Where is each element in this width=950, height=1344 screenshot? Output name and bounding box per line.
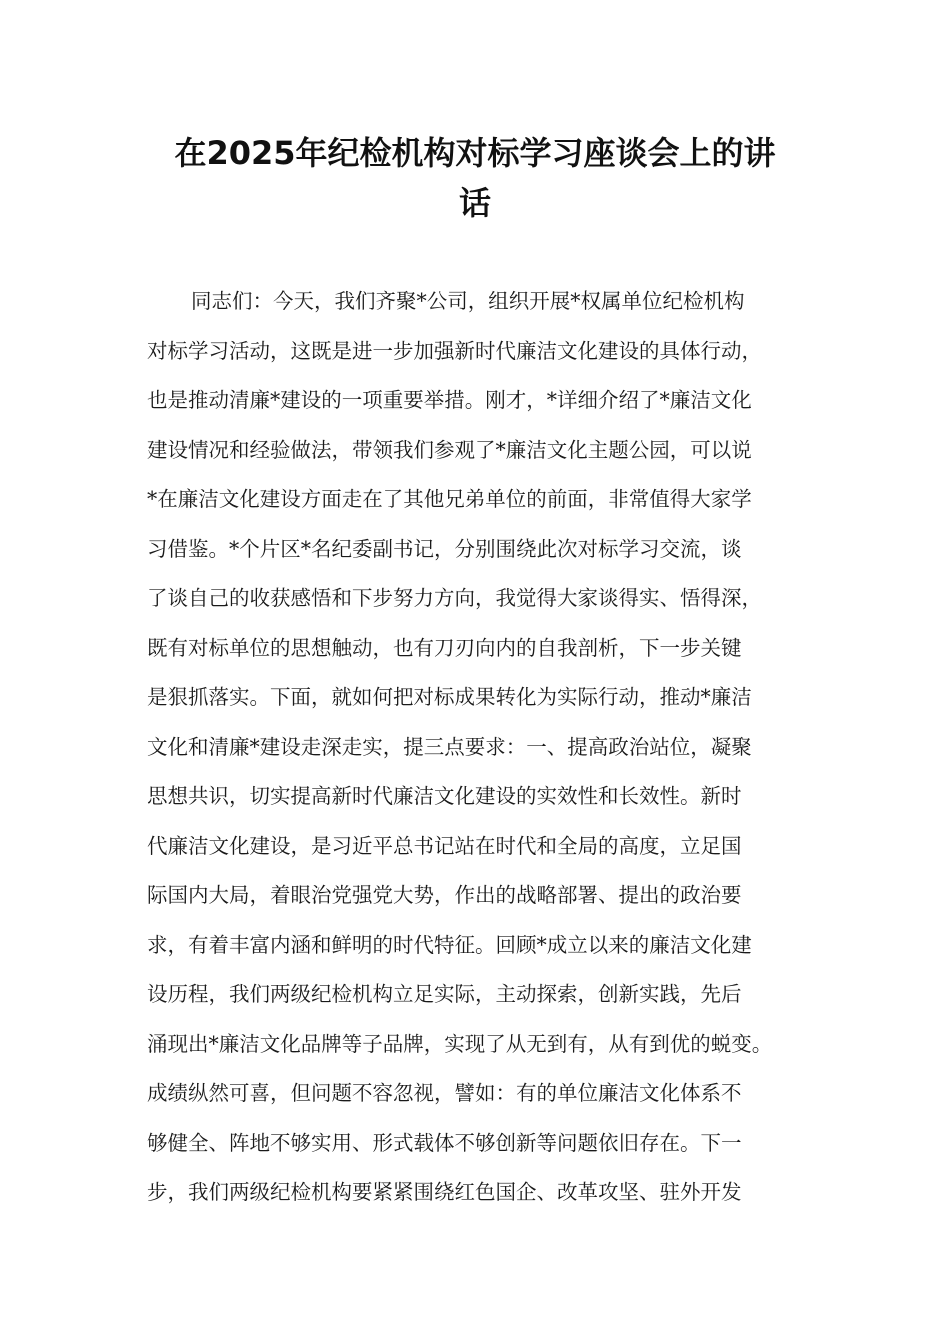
body-line: 成绩纵然可喜，但问题不容忽视，譬如：有的单位廉洁文化体系不 [147,1081,742,1105]
title-line-1: 在2025年纪检机构对标学习座谈会上的讲 [174,134,776,172]
body-line: 是狠抓落实。下面，就如何把对标成果转化为实际行动，推动*廉洁 [147,685,752,709]
document-title [130,128,820,228]
body-line: 习借鉴。*个片区*名纪委副书记，分别围绕此次对标学习交流，谈 [147,536,742,561]
body-line: 设历程，我们两级纪检机构立足实际，主动探索，创新实践，先后 [147,982,742,1006]
body-line: 既有对标单位的思想触动，也有刀刃向内的自我剖析，下一步关键 [147,635,742,660]
body-line: 步，我们两级纪检机构要紧紧围绕红色国企、改革攻坚、驻外开发 [147,1180,742,1204]
body-line: 代廉洁文化建设，是习近平总书记站在时代和全局的高度，立足国 [147,833,742,858]
body-line: 建设情况和经验做法，带领我们参观了*廉洁文化主题公园，可以说 [147,437,752,462]
body-line: 文化和清廉*建设走深走实，提三点要求：一、提高政治站位，凝聚 [147,734,752,759]
body-line: 对标学习活动，这既是进一步加强新时代廉洁文化建设的具体行动， [147,338,762,363]
document-body [147,277,819,1218]
body-line: *在廉洁文化建设方面走在了其他兄弟单位的前面，非常值得大家学 [147,487,752,511]
body-line: 涌现出*廉洁文化品牌等子品牌，实现了从无到有，从有到优的蜕变。 [147,1031,773,1056]
body-line: 够健全、阵地不够实用、形式载体不够创新等问题依旧存在。下一 [147,1130,742,1155]
title-line-2: 话 [458,184,491,222]
body-line: 际国内大局，着眼治党强党大势，作出的战略部署、提出的政治要 [147,883,742,907]
body-line: 思想共识，切实提高新时代廉洁文化建设的实效性和长效性。新时 [147,784,742,808]
body-line: 同志们：今天，我们齐聚*公司，组织开展*权属单位纪检机构 [191,289,745,313]
body-line: 了谈自己的收获感悟和下步努力方向，我觉得大家谈得实、悟得深， [147,586,762,610]
body-line: 求，有着丰富内涵和鲜明的时代特征。回顾*成立以来的廉洁文化建 [147,932,752,957]
body-line: 也是推动清廉*建设的一项重要举措。刚才，*详细介绍了*廉洁文化 [147,388,752,412]
